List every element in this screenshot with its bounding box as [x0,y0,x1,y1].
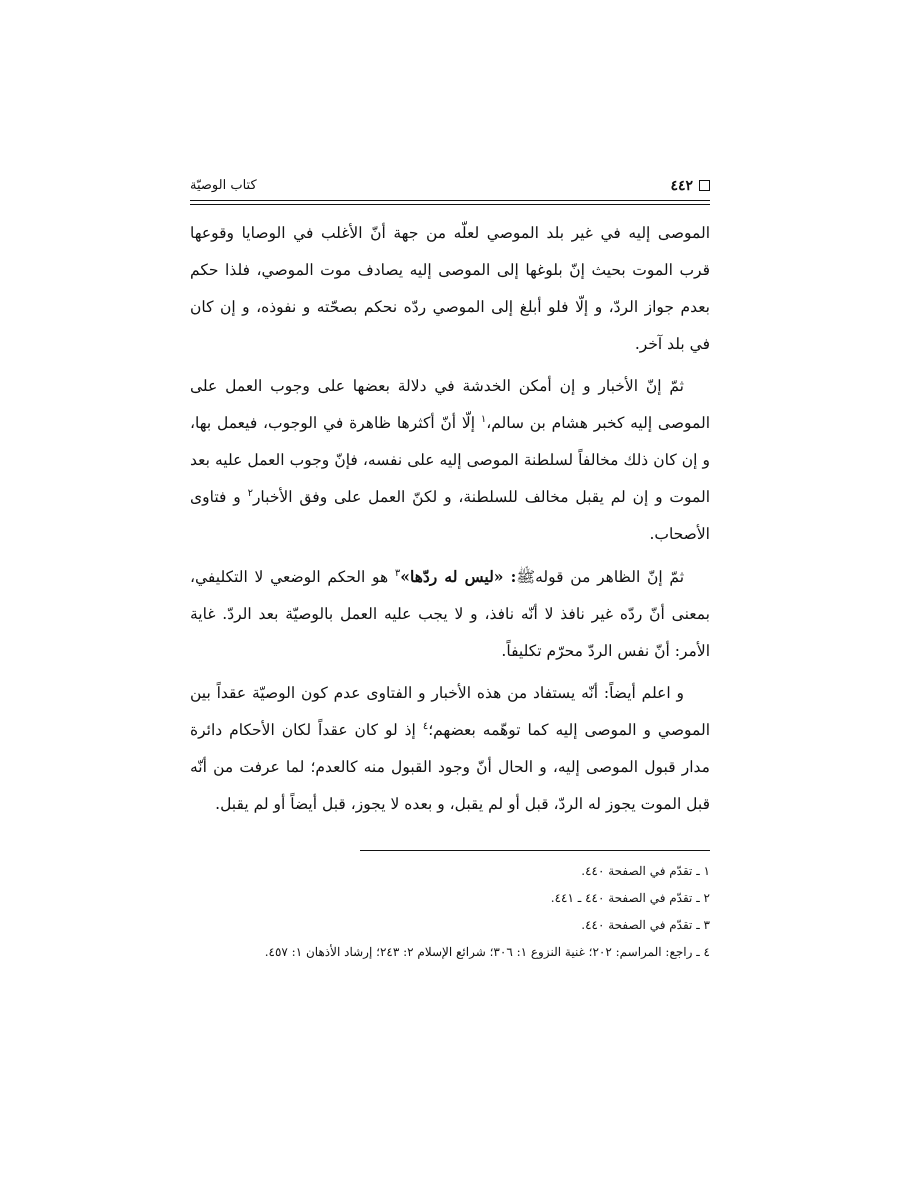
footnote-1: ١ ـ تقدّم في الصفحة ٤٤٠. [581,864,710,878]
paragraph-3-start: ثمّ إنّ الظاهر من قوله [535,568,685,586]
footnote-2: ٢ ـ تقدّم في الصفحة ٤٤٠ ـ ٤٤١. [550,891,710,905]
quoted-hadith: : «ليس له ردّها» [400,567,517,586]
header-rule-thin [190,204,710,205]
paragraph-3 [190,558,710,670]
running-title: كتاب الوصيّة [190,178,257,193]
paragraph-4-body: إذ لو كان عقداً لكان الأحكام دائرة مدار قبول الموصى إليه، و الحال أنّ وجود القبول منه كالعدم؛ لما عرفت من أنّه قبل الموت يجوز له الردّ، قبل أو لم يقبل، و بعده لا يجوز، قبل أيضاً أو لم يقبل. [190,721,710,813]
header-rule-thick [190,200,710,201]
paragraph-2 [190,368,710,553]
square-icon [699,180,710,191]
paragraph-3-body: هو الحكم الوضعي لا التكليفي، بمعنى أنّ ردّه غير نافذ لا أنّه نافذ، و لا يجب عليه العمل بالوصيّة بعد الردّ. غاية الأمر: أنّ نفس الردّ محرّم تكليفاً. [190,568,710,660]
paragraph-4-start: و اعلم أيضاً: أنّه يستفاد من هذه الأخبار و الفتاوى عدم كون الوصيّة عقداً بين الموصي و الموصى إليه كما توهّمه بعضهم؛ [190,684,710,739]
footnotes [190,858,710,966]
footnote-3: ٣ ـ تقدّم في الصفحة ٤٤٠. [581,918,710,932]
footnote-separator [360,850,710,851]
honorific-glyph: ﷺ [516,568,536,586]
paragraph-1: الموصى إليه في غير بلد الموصي لعلّه من جهة أنّ الأغلب في الوصايا وقوعها قرب الموت بحيث إنّ بلوغها إلى الموصى إليه يصادف موت الموصي، فلذا حكم بعدم جواز الردّ، و إلّا فلو أبلغ إلى الموصي ردّه نحكم بصحّته و نفوذه، و إن كان في بلد آخر. [190,224,710,353]
paragraph-2-body: إلّا أنّ أكثرها ظاهرة في الوجوب، فيعمل بها، و إن كان ذلك مخالفاً لسلطنة الموصى إليه على نفسه، فإنّ وجوب العمل عليه بعد الموت و إن لم يقبل مخالف للسلطنة، و لكنّ العمل على وفق الأخبار [190,414,710,506]
footnote-4: ٤ ـ راجع: المراسم: ٢٠٢؛ غنية النزوع ١: ٣٠٦؛ شرائع الإسلام ٢: ٢٤٣؛ إرشاد الأذهان ١: ٤٥٧. [264,945,710,959]
page-number [670,174,710,198]
main-text [190,215,710,828]
page-header [190,174,710,198]
paragraph-2-end: و فتاوى الأصحاب. [190,488,710,543]
footnote-ref-4: ٤ [422,720,429,732]
page-number-value: ٤٤٢ [670,178,693,194]
footnote-ref-3: ٣ [394,567,401,579]
footnote-ref-2: ٢ [247,487,253,499]
paragraph-2-start: ثمّ إنّ الأخبار و إن أمكن الخدشة في دلالة بعضها على وجوب العمل على الموصى إليه كخبر هشام بن سالم، [190,377,710,432]
footnote-ref-1: ١ [480,413,487,425]
paragraph-4 [190,675,710,823]
